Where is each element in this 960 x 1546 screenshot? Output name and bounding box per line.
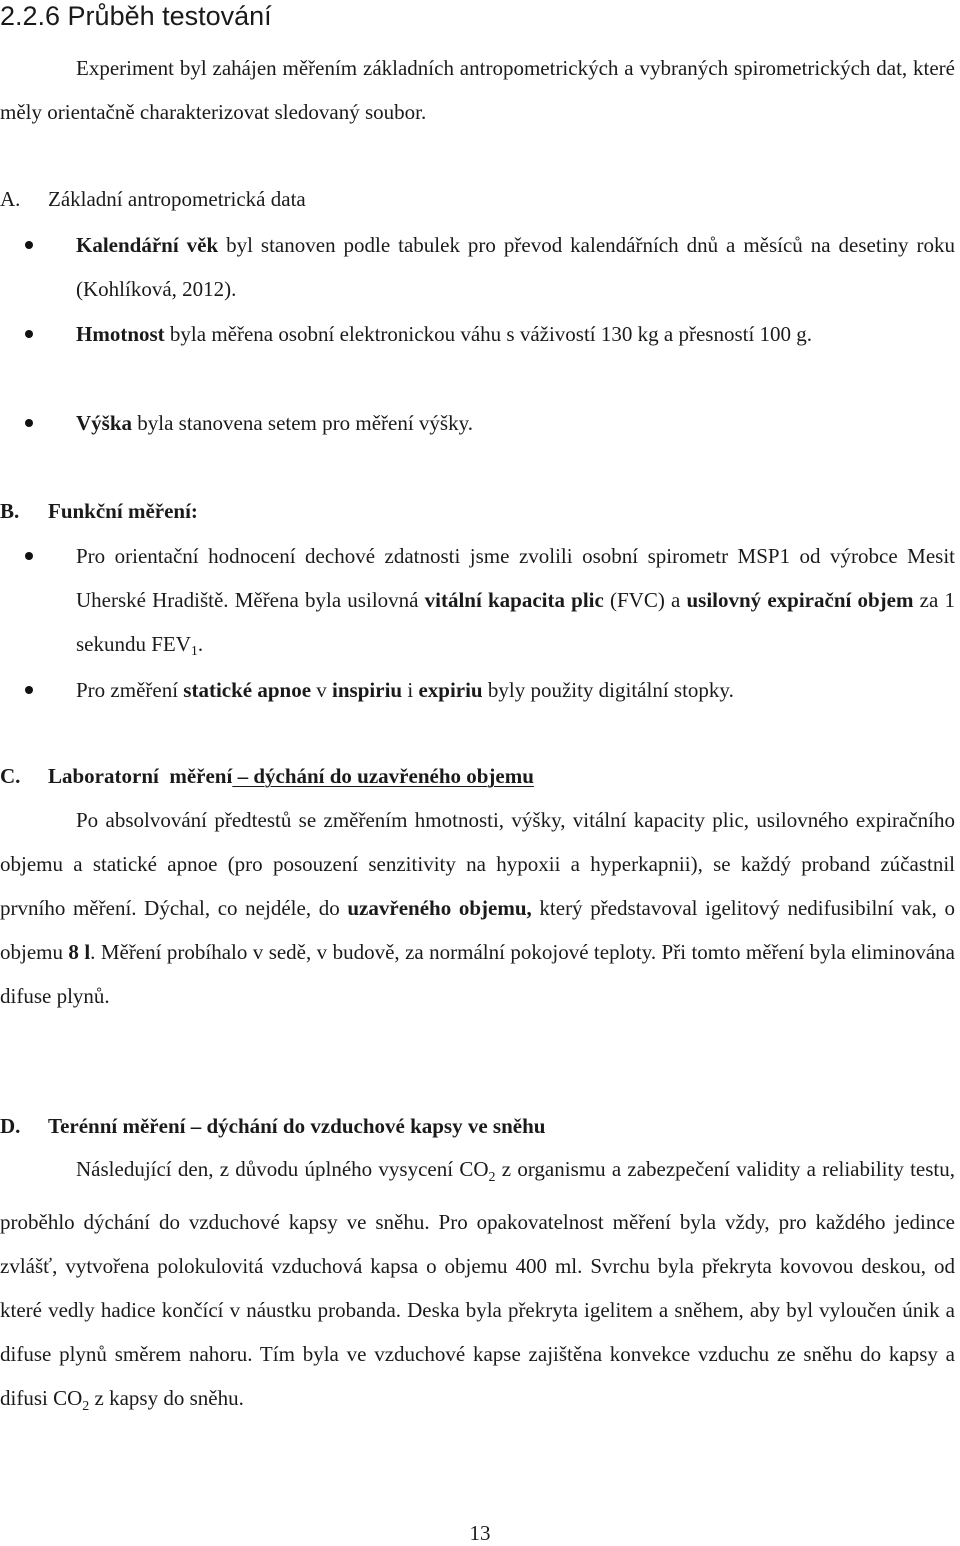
section-d-title: Terénní měření – dýchání do vzduchové kapsy ve sněhu [48,1114,546,1138]
list-item-text: byla měřena osobní elektronickou váhu s váživostí 130 kg a přesností 100 g. [164,322,813,346]
list-item-text: Pro orientační hodnocení dechové zdatnosti jsme zvolili osobní spirometr MSP1 od výrobce Mesit Uherské Hradiště. Měřena byla usilovná [76,544,955,612]
subscript: 1 [190,644,198,659]
bold-term: uzavřeného objemu, [347,896,532,920]
paragraph-text: z kapsy do sněhu. [89,1386,244,1410]
bold-term: statické apnoe [183,678,312,702]
list-item-age [76,223,955,311]
list-item-text: byla stanovena setem pro měření výšky. [132,411,473,435]
section-b-letter: B. [0,499,20,523]
subscript: 2 [82,1399,90,1414]
bold-term: 8 l [68,940,91,964]
section-b-heading [0,496,198,526]
section-c-heading [0,761,534,791]
list-item-text: byl stanoven podle tabulek pro převod kalendářních dnů a měsíců na desetiny roku (Kohlíková, 2012). [76,233,955,301]
list-item-text: (FVC) a [603,588,687,612]
bullet-dot [25,686,33,694]
list-item-text: . [197,632,204,656]
bullet-dot [25,330,33,338]
section-d-heading [0,1111,545,1141]
list-item-apnea [76,668,955,712]
list-item-text: Pro změření [76,678,184,702]
bold-term: Kalendářní věk [76,233,219,257]
list-item-spirometer [76,534,955,674]
paragraph-text: který představoval igelitový nedifusibilní vak, o objemu [0,896,955,964]
list-item-height [76,401,955,445]
section-a-title: Základní antropometrická data [48,187,306,211]
bold-term: expiriu [418,678,483,702]
section-c-letter: C. [0,764,21,788]
list-item-weight [76,312,955,356]
bullet-dot [25,241,33,249]
section-a-letter: A. [0,187,21,211]
list-item-text: i [402,678,419,702]
list-item-text: za 1 sekundu FEV [76,588,955,656]
paragraph-text: z organismu a zabezpečení validity a reliability testu, proběhlo dýchání do vzduchové kapsy ve sněhu. Pro opakovatelnost měření byla vždy, pro každého jedince zvlášť, vytvořena polokulovitá vzduchová kapsa o objemu 400 ml. Svrchu byla překryta kovovou deskou, od které vedly hadice končící v náustku probanda. Deska byla překryta igelitem a sněhem, aby byl vyloučen únik a difuse plynů směrem nahoru. Tím byla ve vzduchové kapse zajištěna konvekce vzduchu ze sněhu do kapsy a difusi CO [0,1157,956,1410]
section-c-title-lead: Laboratorní měření [48,764,233,788]
bullet-dot [25,419,33,427]
paragraph-text: . Měření probíhalo v sedě, v budově, za normální pokojové teploty. Při tomto měření byla eliminována difuse plynů. [0,940,955,1008]
section-heading: 2.2.6 Průběh testování [0,1,272,31]
section-d-paragraph [0,1147,955,1429]
section-c-title-underlined: – dýchání do uzavřeného objemu [232,764,534,788]
bold-term: inspiriu [332,678,403,702]
paragraph-text: Po absolvování předtestů se změřením hmotnosti, výšky, vitální kapacity plic, usilovného expiračního objemu a statické apnoe (pro posouzení senzitivity na hypoxii a hyperkapnii), se každý proband zúčastnil prvního měření. Dýchal, co nejdéle, do [0,808,955,920]
list-item-text: byly použity digitální stopky. [482,678,734,702]
subscript: 2 [488,1170,496,1185]
bold-term: Výška [76,411,133,435]
bullet-dot [25,552,33,560]
page-number: 13 [469,1521,491,1545]
list-item-text: v [311,678,333,702]
intro-paragraph: Experiment byl zahájen měřením základních antropometrických a vybraných spirometrických dat, které měly orientačně charakterizovat sledovaný soubor. [0,56,955,124]
section-c-title [48,764,534,788]
section-a-heading [0,184,306,214]
paragraph-text: Následující den, z důvodu úplného vysycení CO [76,1157,489,1181]
bold-term: usilovný expirační objem [686,588,914,612]
bold-term: Hmotnost [76,322,165,346]
section-b-title: Funkční měření: [48,499,198,523]
section-c-paragraph [0,798,955,1018]
section-d-letter: D. [0,1114,21,1138]
bold-term: vitální kapacita plic [424,588,604,612]
